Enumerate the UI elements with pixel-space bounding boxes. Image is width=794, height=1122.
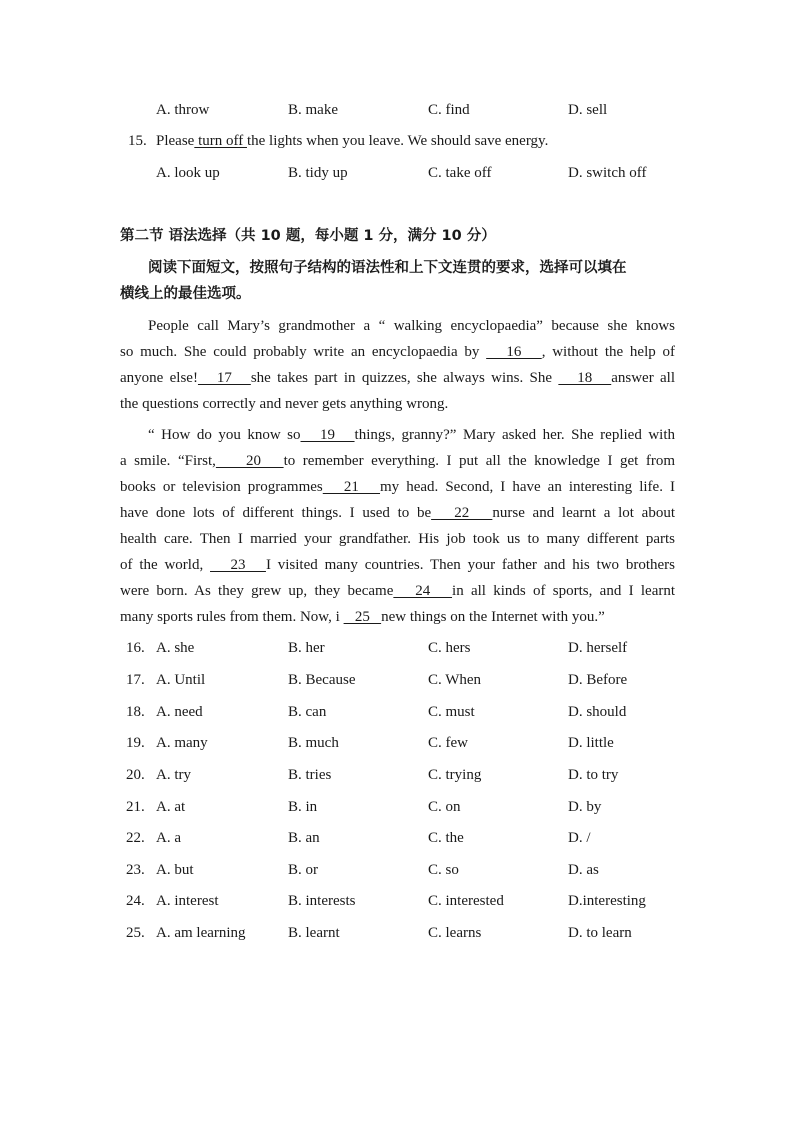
blank-20: 20 [215, 453, 284, 469]
passage-line [120, 607, 675, 627]
blank-24: 24 [393, 583, 453, 599]
blank-21: 21 [322, 479, 381, 495]
blank-22: 22 [431, 505, 493, 521]
section-heading: 第二节 语法选择（共 10 题，每小题 1 分，满分 10 分） [120, 228, 496, 244]
passage-line [148, 425, 675, 445]
option-d: D. herself [568, 640, 628, 656]
option-c: C. on [428, 799, 461, 815]
passage-text: new things on the Internet with you.” [381, 609, 605, 625]
passage-line [120, 451, 675, 471]
option-a: A. at [156, 799, 186, 815]
option-b: B. or [288, 862, 318, 878]
question-row [0, 638, 794, 658]
option-a: A. a [156, 830, 181, 846]
q15-option-c: C. take off [428, 165, 492, 181]
passage-line: health care. Then I married your grandfather. His job took us to many different parts [120, 531, 675, 547]
passage-text: “ How do you know so [148, 427, 301, 443]
passage-line [120, 342, 675, 362]
option-d: D. little [568, 735, 614, 751]
passage-text: a smile. “First, [120, 453, 216, 469]
option-c: C. the [428, 830, 464, 846]
passage-text: were born. As they grew up, they became [120, 583, 394, 599]
passage-line [120, 503, 675, 523]
option-b: B. can [288, 704, 327, 720]
q15-number: 15. [128, 133, 147, 149]
passage-text: have done lots of different things. I used to be [120, 505, 432, 521]
option-b: B. interests [288, 893, 356, 909]
q15-underlined-phrase: turn off [194, 133, 247, 149]
blank-23: 23 [210, 557, 266, 573]
question-number: 17. [126, 672, 145, 688]
passage-line: the questions correctly and never gets anything wrong. [120, 396, 449, 412]
question-row [0, 702, 794, 722]
passage-line [120, 581, 675, 601]
passage-text: anyone else! [120, 370, 198, 386]
option-b: B. an [288, 830, 320, 846]
question-number: 16. [126, 640, 145, 656]
q15-after: the lights when you leave. We should save energy. [246, 133, 549, 149]
option-a: A. need [156, 704, 203, 720]
question-row [0, 923, 794, 943]
passage-line [120, 477, 675, 497]
option-b: B. tries [288, 767, 332, 783]
instructions-line-1: 阅读下面短文，按照句子结构的语法性和上下文连贯的要求，选择可以填在 [148, 260, 627, 276]
option-c: C. hers [428, 640, 471, 656]
option-a: A. am learning [156, 925, 246, 941]
question-number: 18. [126, 704, 145, 720]
blank-16: 16 [486, 344, 542, 360]
passage-text: , without the help of [541, 344, 675, 360]
option-a: A. she [156, 640, 195, 656]
option-a: A. but [156, 862, 194, 878]
question-number: 24. [126, 893, 145, 909]
q15-stem [0, 131, 794, 151]
q14-options [0, 100, 794, 120]
q14-option-a: A. throw [156, 102, 210, 118]
option-d: D. Before [568, 672, 628, 688]
passage-text: nurse and learnt a lot about [492, 505, 676, 521]
option-a: A. interest [156, 893, 219, 909]
question-row [0, 860, 794, 880]
passage-text: books or television programmes [120, 479, 323, 495]
passage-text: in all kinds of sports, and I learnt [452, 583, 676, 599]
option-c: C. so [428, 862, 459, 878]
option-d: D. to learn [568, 925, 632, 941]
option-d: D.interesting [568, 893, 646, 909]
option-c: C. learns [428, 925, 482, 941]
passage-text: of the world, [120, 557, 211, 573]
option-d: D. by [568, 799, 602, 815]
q15-option-d: D. switch off [568, 165, 647, 181]
question-row [0, 733, 794, 753]
passage-text: to remember everything. I put all the knowledge I get from [283, 453, 676, 469]
passage-line: People call Mary’s grandmother a “ walking encyclopaedia” because she knows [148, 318, 675, 334]
question-number: 21. [126, 799, 145, 815]
q15-text [156, 131, 548, 151]
option-c: C. When [428, 672, 482, 688]
passage-text: I visited many countries. Then your father and his two brothers [265, 557, 675, 573]
q14-option-b: B. make [288, 102, 338, 118]
question-row [0, 797, 794, 817]
blank-25: 25 [343, 609, 382, 625]
question-number: 19. [126, 735, 145, 751]
q15-option-b: B. tidy up [288, 165, 348, 181]
q14-option-d: D. sell [568, 102, 608, 118]
blank-17: 17 [197, 370, 251, 386]
option-a: A. try [156, 767, 191, 783]
option-c: C. interested [428, 893, 504, 909]
passage-line [120, 555, 675, 575]
option-d: D. as [568, 862, 599, 878]
option-d: D. should [568, 704, 627, 720]
option-d: D. / [568, 830, 591, 846]
passage-text: my head. Second, I have an interesting life. I [380, 479, 675, 495]
q15-before: Please [156, 133, 195, 149]
option-b: B. much [288, 735, 339, 751]
passage-text: things, granny?” Mary asked her. She replied with [354, 427, 675, 443]
option-d: D. to try [568, 767, 619, 783]
option-a: A. Until [156, 672, 206, 688]
option-b: B. in [288, 799, 318, 815]
blank-18: 18 [558, 370, 612, 386]
option-a: A. many [156, 735, 208, 751]
question-row [0, 670, 794, 690]
question-number: 20. [126, 767, 145, 783]
passage-line [120, 368, 675, 388]
option-c: C. few [428, 735, 468, 751]
passage-text: answer all [611, 370, 676, 386]
option-b: B. learnt [288, 925, 340, 941]
option-b: B. Because [288, 672, 356, 688]
blank-19: 19 [300, 427, 355, 443]
q14-option-c: C. find [428, 102, 470, 118]
passage-text: many sports rules from them. Now, i [120, 609, 344, 625]
question-row [0, 828, 794, 848]
passage-text: so much. She could probably write an encyclopaedia by [120, 344, 487, 360]
option-c: C. trying [428, 767, 482, 783]
q15-option-a: A. look up [156, 165, 220, 181]
q15-options [0, 163, 794, 183]
option-c: C. must [428, 704, 475, 720]
instructions-line-2: 横线上的最佳选项。 [120, 286, 251, 302]
question-row [0, 891, 794, 911]
question-number: 25. [126, 925, 145, 941]
passage-text: she takes part in quizzes, she always wins. She [250, 370, 559, 386]
question-row [0, 765, 794, 785]
question-number: 23. [126, 862, 145, 878]
question-number: 22. [126, 830, 145, 846]
option-b: B. her [288, 640, 325, 656]
